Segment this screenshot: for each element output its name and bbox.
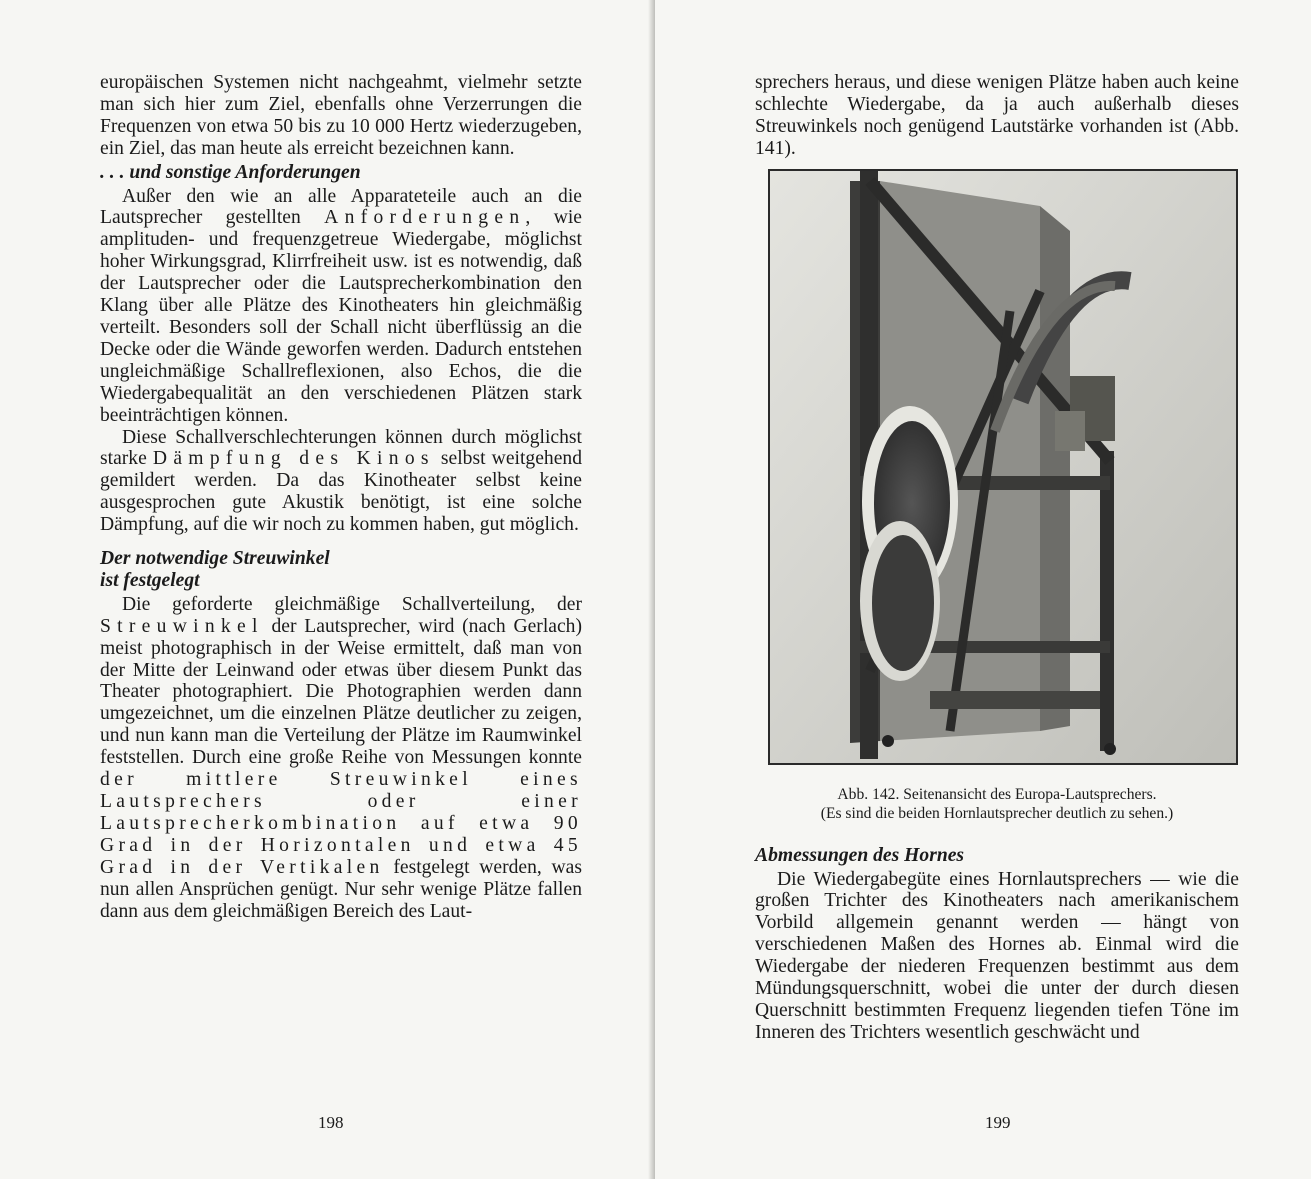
paragraph <box>100 594 582 923</box>
spaced-emphasis: Dämpfung des Kinos <box>152 448 435 470</box>
right-page <box>655 0 1311 1179</box>
paragraph: europäischen Systemen nicht nachgeahmt, vielmehr setzte man sich hier zum Ziel, ebenfalls ohne Verzerrungen die Frequenzen von etwa 50 bis zu 10 000 Hertz wiederzugeben, ein Ziel, das man heute als erreicht bezeichnen kann. <box>100 72 582 159</box>
paragraph: sprechers heraus, und diese wenigen Plätze haben auch keine schlechte Wiedergabe, da ja auch außerhalb dieses Streuwinkels noch genügend Lautstärke vorhanden ist (Abb. 141). <box>755 72 1239 159</box>
page-number: 198 <box>318 1113 344 1132</box>
heading-line: Der notwendige Streuwinkel <box>100 548 330 570</box>
text-run: Außer den wie an alle Apparateteile auch an die Lautsprecher gestellten <box>100 185 582 229</box>
text-run: Diese Schallverschlechterungen können durch möglichst starke <box>100 426 582 470</box>
caption-line: Abb. 142. Seitenansicht des Europa-Lautsprechers. <box>837 785 1157 803</box>
section-heading: . . . und sonstige Anforderungen <box>100 161 361 183</box>
figure-photo-loudspeaker <box>768 169 1238 765</box>
spaced-emphasis: Anforderungen <box>324 207 526 229</box>
text-run: Die geforderte gleichmäßige Schallverteilung, der <box>122 593 582 615</box>
paragraph <box>100 186 582 427</box>
text-run: selbst weitgehend gemildert werden. Da das Kinotheater selbst keine ausgesprochen gute Akustik benötigt, ist eine solche Dämpfung, auf die wir noch zu kommen haben, gut möglich. <box>100 448 582 536</box>
left-page <box>0 0 655 1179</box>
right-text-column <box>755 72 1239 1044</box>
section-heading: Abmessungen des Hornes <box>755 844 965 866</box>
caption-line: (Es sind die beiden Hornlautsprecher deutlich zu sehen.) <box>820 804 1174 822</box>
left-text-column <box>100 72 582 922</box>
figure-caption <box>755 785 1239 823</box>
paragraph: Die Wiedergabegüte eines Hornlautsprechers — wie die großen Trichter des Kinotheaters nach amerikanischem Vorbild allgemein genannt werden — hängt von verschiedenen Maßen des Hornes ab. Einmal wird die Wiedergabe der niederen Frequenzen bestimmt aus dem Mündungsquerschnitt, wobei die unter der durch diesen Querschnitt bestimmten Frequenz liegenden tiefen Töne im Inneren des Trichters wesentlich geschwächt und <box>755 868 1239 1043</box>
spaced-emphasis: der mittlere Streuwinkel eines Lautsprechers oder einer Lautsprecherkombination auf etwa 90 Grad in der Horizontalen und etwa 45 Grad in der Vertikalen <box>100 769 582 878</box>
spaced-emphasis: Streuwinkel <box>100 615 264 637</box>
text-run: , wie amplituden- und frequenzgetreue Wiedergabe, möglichst hoher Wirkungsgrad, Klirrfreiheit usw. ist es notwendig, daß der Lautsprecher oder die Lautsprecherkombination den Klang über alle Plätze des Kinotheaters hin gleichmäßig verteilt. Besonders soll der Schall nicht überflüssig an die Decke oder die Wände geworfen werden. Dadurch entstehen ungleichmäßige Schallreflexionen, also Echos, die die Wiedergabequalität an den verschiedenen Plätzen stark beeinträchtigen können. <box>100 207 582 426</box>
paragraph <box>100 427 582 537</box>
heading-line: ist festgelegt <box>100 569 200 591</box>
loudspeaker-photo-drawing <box>770 171 1236 763</box>
page-number: 199 <box>985 1113 1011 1132</box>
text-run: festgelegt werden, was nun allen Ansprüchen genügt. Nur sehr wenige Plätze fallen dann aus dem gleichmäßigen Bereich des Laut- <box>100 856 582 922</box>
text-run: der Lautsprecher, wird (nach Gerlach) meist photographisch in der Weise ermittelt, daß man von der Mitte der Leinwand oder etwas über diesem Punkt das Theater photographiert. Die Photographien werden dann umgezeichnet, um die einzelnen Plätze deutlicher zu zeigen, und nun kann man die Verteilung der Plätze im Raumwinkel feststellen. Durch eine große Reihe von Messungen konnte <box>100 615 582 769</box>
section-heading <box>100 548 582 592</box>
